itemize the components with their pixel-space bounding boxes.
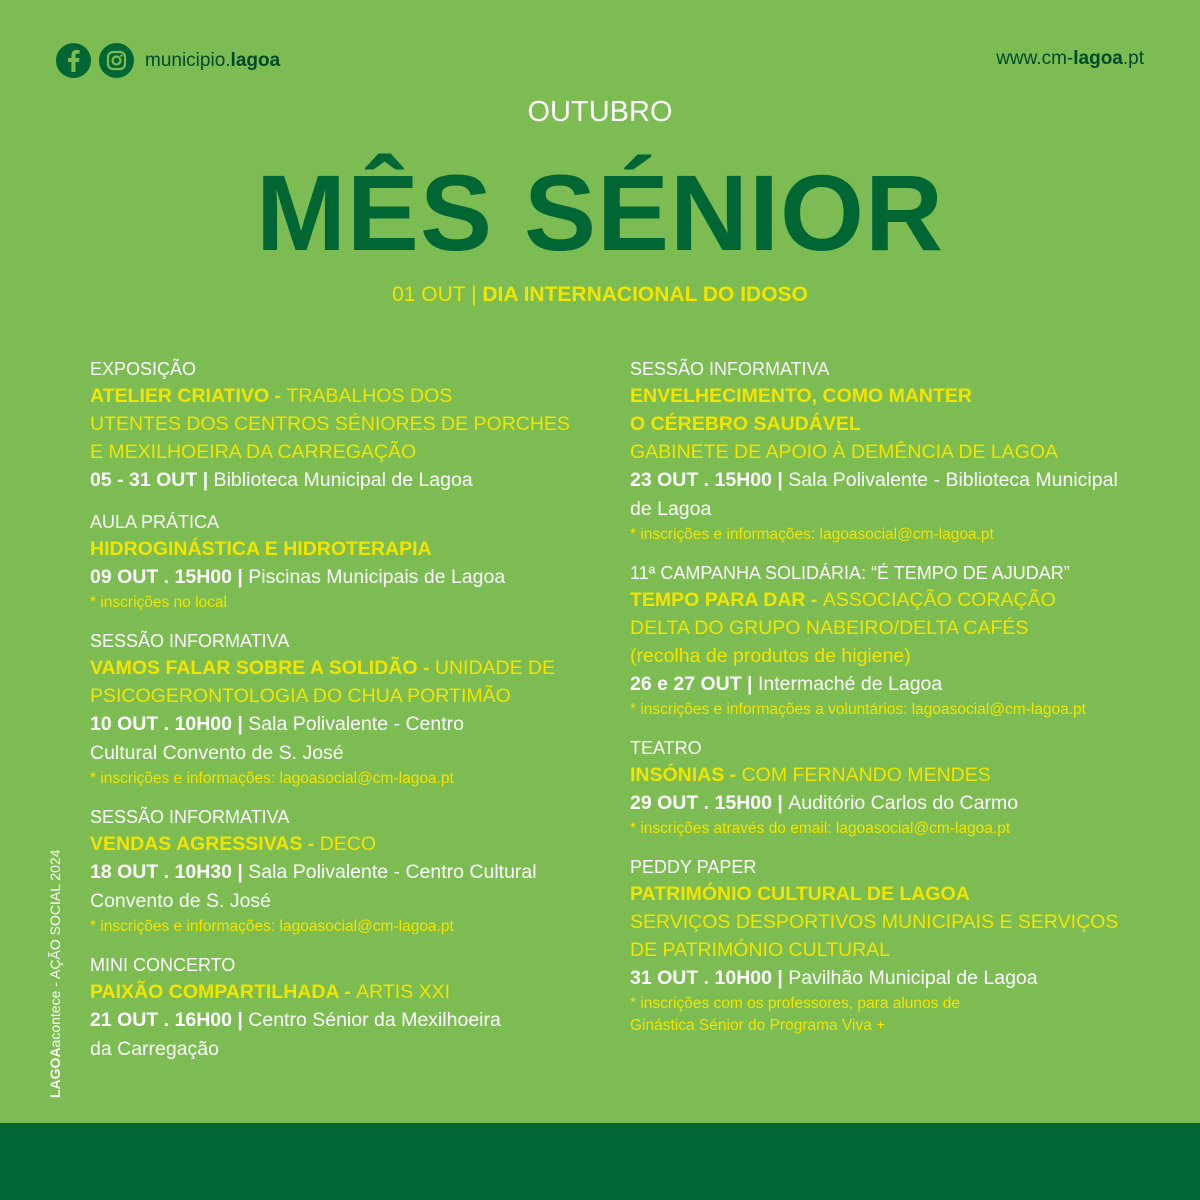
event-title-text: PSICOGERONTOLOGIA DO CHUA PORTIMÃO: [90, 685, 511, 707]
event-note: * inscrições no local: [90, 594, 227, 611]
event-datetime-line: [630, 466, 1175, 495]
event-datetime-line: [630, 964, 1175, 993]
event-title-text: ASSOCIAÇÃO CORAÇÃO: [822, 589, 1056, 611]
event-category: MINI CONCERTO: [90, 955, 236, 975]
event-title-text: DE PATRIMÓNIO CULTURAL: [630, 939, 891, 961]
event-category: 11ª CAMPANHA SOLIDÁRIA: “É TEMPO DE AJUDAR”: [630, 563, 1070, 583]
event-title-text: UTENTES DOS CENTROS SÉNIORES DE PORCHES: [90, 413, 570, 435]
event-category: PEDDY PAPER: [630, 857, 757, 877]
event-category: SESSÃO INFORMATIVA: [630, 359, 830, 379]
event-location: Auditório Carlos do Carmo: [788, 792, 1019, 814]
event-location-cont: Convento de S. José: [90, 890, 272, 912]
instagram-icon[interactable]: [99, 43, 134, 78]
event-category: SESSÃO INFORMATIVA: [90, 631, 290, 651]
event-title-text: E MEXILHOEIRA DA CARREGAÇÃO: [90, 441, 417, 463]
event-location: Sala Polivalente - Centro: [248, 713, 464, 735]
event-title-text: ARTIS XXI: [356, 981, 451, 1003]
event-item: [90, 509, 610, 614]
side-brand-text: LAGOAacontece - AÇÃO SOCIAL 2024: [47, 849, 63, 1098]
event-title-line: [630, 642, 1175, 670]
event-datetime: 31 OUT . 10H00 |: [630, 967, 789, 989]
event-location: Sala Polivalente - Centro Cultural: [248, 861, 537, 883]
event-datetime-line: [90, 466, 610, 495]
event-item: [90, 804, 610, 938]
event-title-text: GABINETE DE APOIO À DEMÊNCIA DE LAGOA: [630, 441, 1059, 463]
event-note: Ginástica Sénior do Programa Viva +: [630, 1017, 886, 1034]
event-category: EXPOSIÇÃO: [90, 359, 197, 379]
event-title-line: [90, 682, 610, 710]
event-title-line: [90, 978, 610, 1006]
event-title-bold: VAMOS FALAR SOBRE A SOLIDÃO -: [90, 657, 435, 679]
event-title-text: COM FERNANDO MENDES: [741, 764, 991, 786]
footer-bar: [0, 1123, 1200, 1200]
event-title-line: [630, 382, 1175, 410]
event-title-bold: ENVELHECIMENTO, COMO MANTER: [630, 385, 972, 407]
event-title-bold: VENDAS AGRESSIVAS -: [90, 833, 320, 855]
event-item: [90, 952, 610, 1064]
event-title-line: [630, 614, 1175, 642]
event-title-line: [630, 410, 1175, 438]
event-title-line: [90, 438, 610, 466]
event-note: * inscrições e informações: lagoasocial@cm-lagoa.pt: [90, 770, 454, 787]
event-note: * inscrições com os professores, para alunos de: [630, 995, 960, 1012]
event-datetime: 10 OUT . 10H00 |: [90, 713, 249, 735]
event-location: Biblioteca Municipal de Lagoa: [213, 469, 473, 491]
event-note: * inscrições e informações: lagoasocial@cm-lagoa.pt: [630, 526, 994, 543]
event-category: TEATRO: [630, 738, 702, 758]
event-datetime: 09 OUT . 15H00 |: [90, 566, 249, 588]
event-note: * inscrições e informações a voluntários: lagoasocial@cm-lagoa.pt: [630, 701, 1086, 718]
events-column-right: [630, 356, 1175, 1051]
event-title-text: TRABALHOS DOS: [286, 385, 453, 407]
event-category: SESSÃO INFORMATIVA: [90, 807, 290, 827]
facebook-icon[interactable]: [56, 43, 91, 78]
event-datetime: 18 OUT . 10H30 |: [90, 861, 249, 883]
event-datetime-line: [630, 670, 1175, 699]
event-datetime-line: [90, 858, 610, 887]
event-note: * inscrições através do email: lagoasocial@cm-lagoa.pt: [630, 820, 1011, 837]
event-location: Pavilhão Municipal de Lagoa: [788, 967, 1038, 989]
event-datetime-line: [630, 789, 1175, 818]
event-title-text: (recolha de produtos de higiene): [630, 645, 911, 667]
event-title-line: [630, 761, 1175, 789]
event-title-text: UNIDADE DE: [434, 657, 556, 679]
event-title-line: [630, 908, 1175, 936]
event-title-line: [90, 535, 610, 563]
event-title-text: SERVIÇOS DESPORTIVOS MUNICIPAIS E SERVIÇOS: [630, 911, 1119, 933]
event-datetime: 26 e 27 OUT |: [630, 673, 758, 695]
event-title-line: [630, 936, 1175, 964]
month-label: OUTUBRO: [527, 96, 673, 128]
social-handle[interactable]: municipio.lagoa: [145, 49, 281, 71]
event-item: [630, 560, 1175, 721]
events-column-left: [90, 356, 610, 1078]
event-datetime: 21 OUT . 16H00 |: [90, 1009, 249, 1031]
event-title-line: [90, 654, 610, 682]
event-title-bold: TEMPO PARA DAR -: [630, 589, 823, 611]
event-note: * inscrições e informações: lagoasocial@cm-lagoa.pt: [90, 918, 454, 935]
event-location-cont: da Carregação: [90, 1038, 219, 1060]
event-title-text: DECO: [319, 833, 377, 855]
event-location: Sala Polivalente - Biblioteca Municipal: [788, 469, 1118, 491]
website-url[interactable]: www.cm-lagoa.pt: [996, 48, 1144, 69]
event-title-bold: HIDROGINÁSTICA E HIDROTERAPIA: [90, 538, 432, 560]
subtitle: 01 OUT | DIA INTERNACIONAL DO IDOSO: [392, 283, 808, 306]
event-datetime: 05 - 31 OUT |: [90, 469, 214, 491]
event-title-line: [630, 438, 1175, 466]
event-location-cont: de Lagoa: [630, 498, 712, 520]
event-datetime: 29 OUT . 15H00 |: [630, 792, 789, 814]
event-title-line: [90, 382, 610, 410]
event-title-bold: PATRIMÓNIO CULTURAL DE LAGOA: [630, 883, 970, 905]
event-title-bold: ATELIER CRIATIVO -: [90, 385, 287, 407]
event-item: [630, 735, 1175, 840]
event-title-bold: PAIXÃO COMPARTILHADA -: [90, 981, 357, 1003]
event-datetime-line: [90, 1006, 610, 1035]
event-title-line: [90, 830, 610, 858]
event-title-line: [630, 586, 1175, 614]
event-title-text: DELTA DO GRUPO NABEIRO/DELTA CAFÉS: [630, 617, 1029, 639]
event-location: Piscinas Municipais de Lagoa: [248, 566, 506, 588]
event-datetime: 23 OUT . 15H00 |: [630, 469, 789, 491]
social-links: [56, 43, 280, 78]
event-item: [90, 356, 610, 495]
page-title: MÊS SÉNIOR: [255, 152, 945, 273]
event-location-cont: Cultural Convento de S. José: [90, 742, 344, 764]
event-title-line: [90, 410, 610, 438]
event-title-line: [630, 880, 1175, 908]
event-datetime-line: [90, 710, 610, 739]
event-category: AULA PRÁTICA: [90, 512, 220, 532]
event-item: [630, 854, 1175, 1037]
event-item: [630, 356, 1175, 546]
event-location: Centro Sénior da Mexilhoeira: [248, 1009, 501, 1031]
event-title-bold: O CÉREBRO SAUDÁVEL: [630, 413, 861, 435]
event-item: [90, 628, 610, 790]
event-datetime-line: [90, 563, 610, 592]
event-location: Intermaché de Lagoa: [757, 673, 943, 695]
event-title-bold: INSÓNIAS -: [630, 764, 742, 786]
